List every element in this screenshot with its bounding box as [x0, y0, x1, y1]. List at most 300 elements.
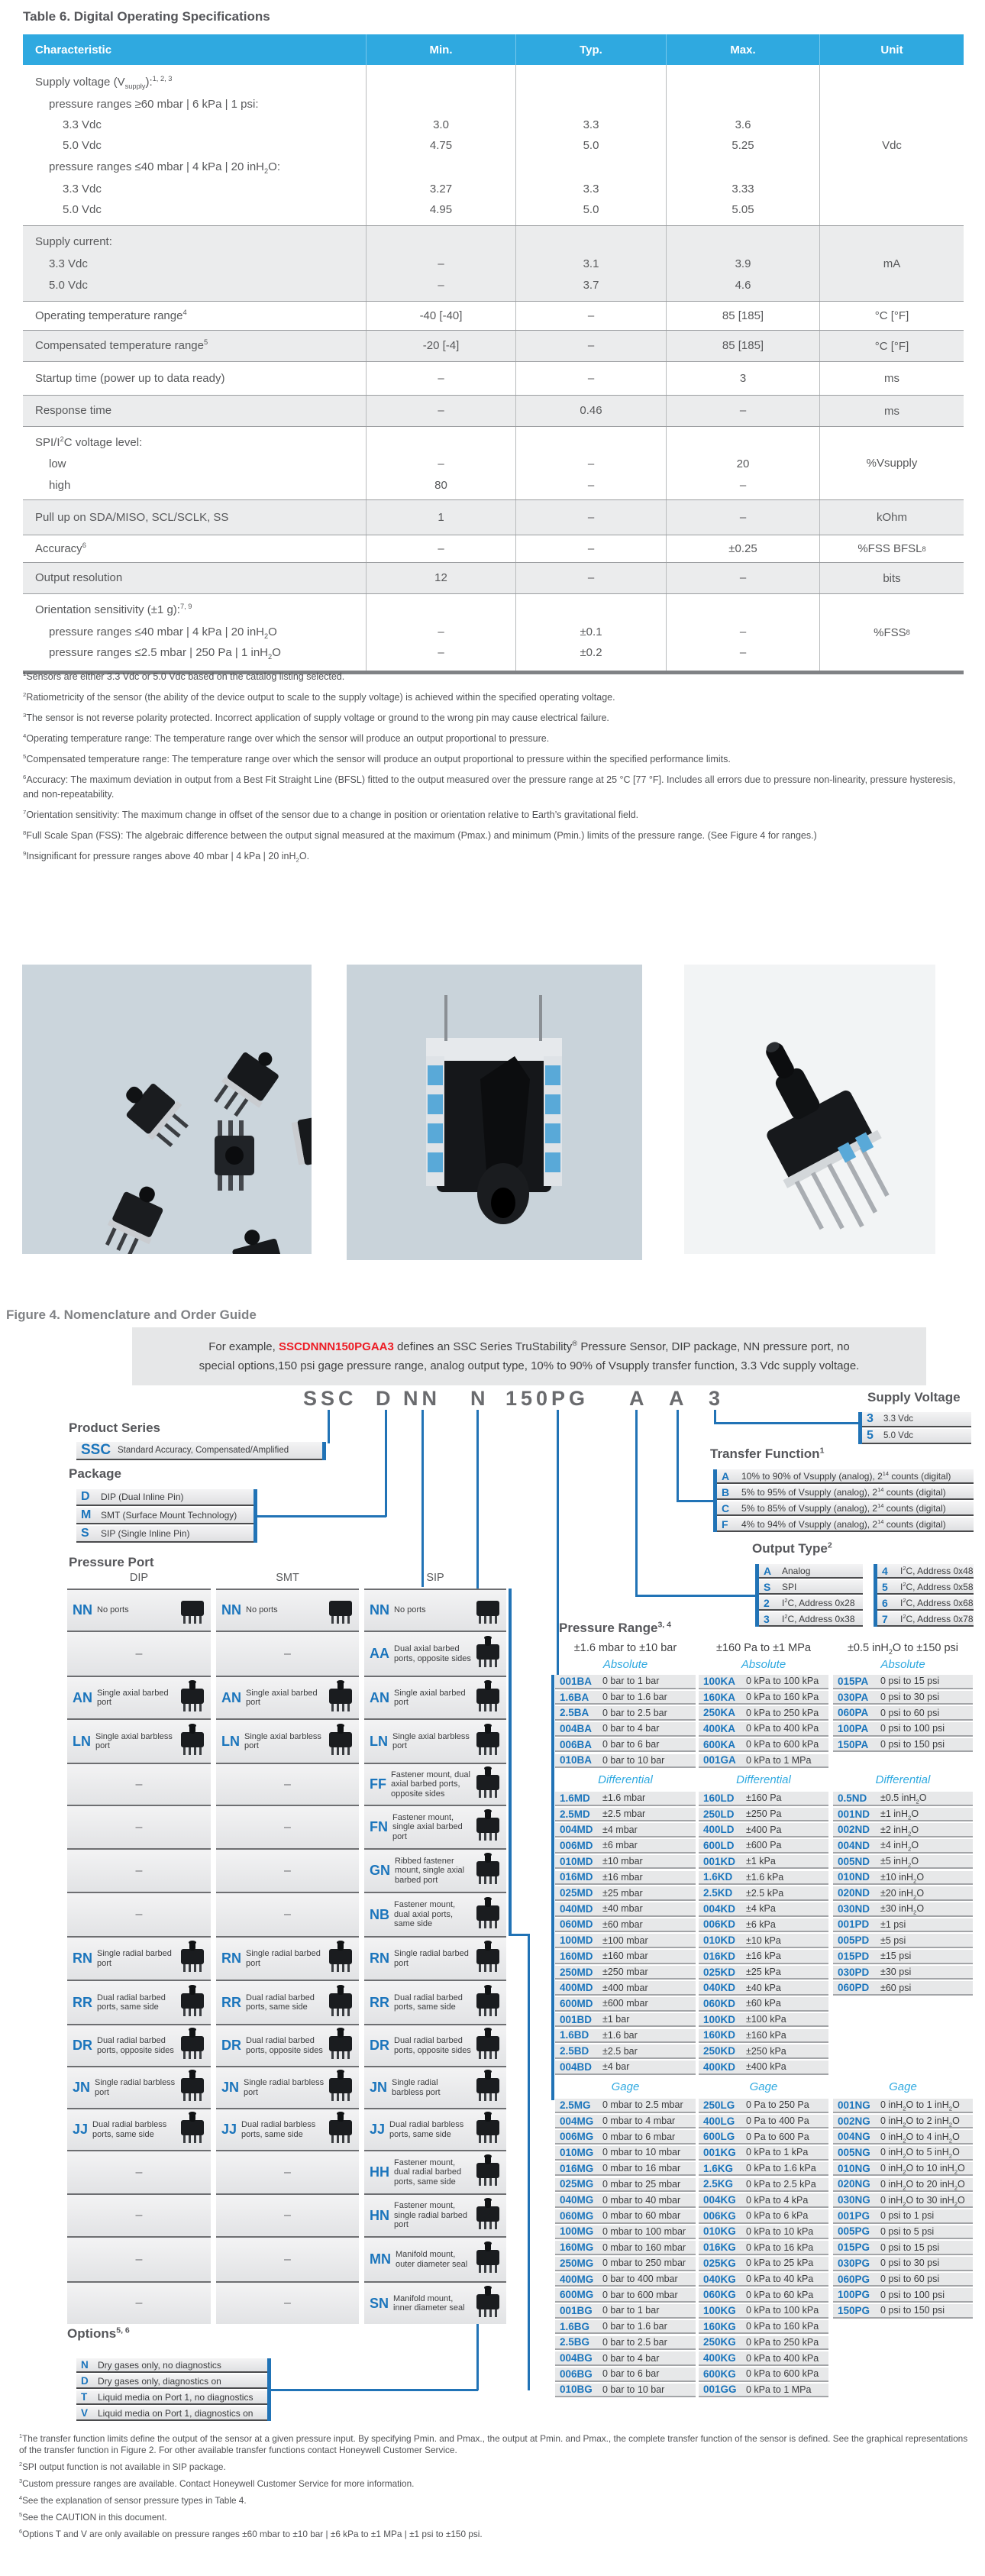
range-value: 0 kPa to 160 kPa [746, 1692, 819, 1703]
option-desc: Liquid media on Port 1, diagnostics on [98, 2407, 254, 2419]
spec-row-label: Compensated temperature range$^5$ [35, 338, 208, 352]
connector-line [677, 1500, 715, 1502]
range-row [833, 1722, 973, 1737]
range-row [699, 2351, 828, 2366]
table6-col-header: Typ. [515, 34, 666, 65]
range-value: 0 kPa to 250 kPa [746, 2336, 819, 2348]
range-row [833, 1808, 973, 1822]
port-cell-sip [364, 1763, 506, 1805]
range-value: 0 mbar to 160 mbar [602, 2241, 686, 2253]
range-code: 004MD [560, 1824, 593, 1836]
transfer-function-box [713, 1469, 974, 1532]
sensor-port-icon [472, 2111, 504, 2145]
range-value: 0 inH$_2$O to 10 inH$_2$O [880, 2163, 965, 2176]
range-code: 150PA [838, 1738, 869, 1750]
range-code: 025KG [703, 2257, 736, 2269]
option-code: M [81, 1508, 92, 1521]
range-code: 250KG [703, 2336, 736, 2348]
range-value: 0 kPa to 160 kPa [746, 2321, 819, 2332]
range-value: 0 kPa to 2.5 kPa [746, 2178, 816, 2190]
range-value: 0 mbar to 25 mbar [602, 2178, 681, 2190]
range-row [555, 1792, 696, 1806]
range-code: 250LG [703, 2099, 735, 2111]
spec-group [23, 562, 964, 593]
sensor-glyph [176, 1723, 211, 1760]
range-row [699, 2029, 828, 2044]
range-code: 030PA [838, 1691, 869, 1703]
sensor-port-icon [325, 1592, 357, 1625]
figure-footnote: $^5$See the CAUTION in this document. [19, 2511, 167, 2523]
range-value: ±4 bar [602, 2061, 630, 2073]
options-box [76, 2358, 271, 2421]
range-row [699, 1823, 828, 1837]
spec-row-label: pressure ranges ≤40 mbar | 4 kPa | 20 inH$_2$O [49, 625, 277, 640]
spec-group [23, 535, 964, 562]
option-desc: 5.0 Vdc [883, 1431, 913, 1440]
range-value: 0 psi to 60 psi [880, 1707, 940, 1718]
range-value: 0 mbar to 60 mbar [602, 2210, 681, 2222]
spec-row-label: Orientation sensitivity (±1 g):$^{7, 9}$ [35, 603, 192, 616]
range-row [833, 1738, 973, 1753]
option-row [717, 1485, 974, 1500]
range-code: 100KD [703, 2013, 736, 2025]
port-cell-smt [216, 2193, 359, 2236]
port-cell-dip [67, 2236, 211, 2281]
range-value: ±1.6 mbar [602, 1792, 646, 1804]
footnote: $^4$Operating temperature range: The temperature range over which the sensor will produce an output proportional to pressure. [23, 732, 550, 744]
range-value: 0 inH$_2$O to 20 inH$_2$O [880, 2178, 965, 2192]
option-code: C [722, 1501, 730, 1514]
range-code: 040KD [703, 1982, 736, 1994]
port-code: JN [370, 2080, 388, 2095]
range-row [555, 2209, 696, 2224]
sensor-port-icon [325, 2111, 357, 2145]
sensor-glyph [325, 1984, 359, 2022]
range-code: 001BD [560, 2013, 593, 2025]
range-row [555, 2384, 696, 2398]
footnote: $^5$Compensated temperature range: The temperature range over which the sensor will produce an output proportional to pressure within the specified performance limits. [23, 752, 731, 764]
spec-value: 1 [438, 511, 444, 524]
range-value: ±4 kPa [746, 1903, 776, 1915]
part-segment-ssc: SSC [303, 1387, 357, 1410]
port-cell-sip [364, 1718, 506, 1763]
spec-row-label: 5.0 Vdc [63, 139, 102, 152]
example-text-line2: special options,150 psi gage pressure range, analog output type, 10% to 90% of Vsupply transfer function, 3.3 Vdc supply voltage. [199, 1359, 860, 1372]
port-code: DR [370, 2038, 389, 2053]
range-row [555, 1981, 696, 1996]
range-row [699, 1855, 828, 1870]
spec-value: – [438, 279, 444, 292]
range-row [833, 2146, 973, 2161]
part-segment-d: D [376, 1387, 395, 1410]
port-desc: Single radial barbless port [95, 2078, 176, 2097]
range-value: 0 kPa to 60 kPa [746, 2289, 814, 2300]
option-code: SSC [81, 1442, 111, 1458]
option-row [717, 1501, 974, 1516]
range-row [555, 2099, 696, 2113]
range-code: 025KD [703, 1966, 736, 1978]
product-photo-2 [347, 965, 642, 1254]
sensor-glyph [472, 2069, 506, 2106]
spec-value: – [587, 542, 595, 555]
range-group-header: ±1.6 mbar to ±10 bar [573, 1642, 677, 1654]
range-code: 006KG [703, 2209, 736, 2222]
product-series-label: Product Series [69, 1421, 160, 1435]
range-code: 040KG [703, 2273, 736, 2285]
range-row [555, 2351, 696, 2366]
range-row [699, 2384, 828, 2398]
range-value: 0 bar to 600 mbar [602, 2289, 678, 2300]
empty-dash: – [284, 1777, 291, 1791]
spec-row-label: SPI/$I^2C$ voltage level: [35, 435, 143, 449]
spec-value: 3.3 [583, 183, 599, 196]
range-row [555, 1886, 696, 1901]
spec-value: – [587, 457, 595, 470]
port-desc: Single radial barbed port [97, 1949, 172, 1968]
range-code: 004BG [560, 2352, 593, 2364]
sensor-port-icon [325, 1723, 357, 1757]
supply-voltage-box [858, 1412, 971, 1444]
range-code: 160KG [703, 2320, 736, 2332]
example-part-number: SSCDNNN150PGAA3 [278, 1340, 394, 1353]
range-value: 0 psi to 150 psi [880, 1739, 945, 1750]
spec-value: – [438, 404, 444, 417]
port-cell-dip [67, 2024, 211, 2066]
range-row [699, 2209, 828, 2224]
range-row [699, 2060, 828, 2075]
range-row [699, 2178, 828, 2193]
option-desc: SIP (Single Inline Pin) [101, 1528, 190, 1539]
sensor-glyph [472, 1808, 506, 1846]
range-row [833, 1706, 973, 1721]
spec-value: -40 [-40] [419, 309, 463, 322]
range-row [555, 1855, 696, 1870]
port-desc: Fastener mount, dual radial barbed ports, same side [394, 2157, 462, 2187]
spec-row-label: Accuracy$^6$ [35, 541, 86, 555]
range-value: ±10 inH$_2$O [880, 1871, 925, 1885]
option-desc: $I^2C$, Address 0x28 [782, 1596, 855, 1608]
spec-value: – [438, 457, 444, 470]
port-code: RN [370, 1951, 389, 1966]
range-code: 005NG [838, 2146, 870, 2158]
option-row [717, 1469, 974, 1484]
footnote: $^2$Ratiometricity of the sensor (the ability of the device output to scale to the supply voltage) is achieved within the specified operating voltage. [23, 690, 615, 703]
port-desc: Dual radial barbed ports, opposite sides [394, 2036, 471, 2055]
range-value: 0 kPa to 1.6 kPa [746, 2163, 816, 2174]
range-row [833, 2241, 973, 2255]
range-code: 004BD [560, 2060, 593, 2073]
spec-value: – [739, 625, 747, 638]
range-value: ±6 kPa [746, 1918, 776, 1930]
package-label: Package [69, 1466, 121, 1481]
range-row [555, 1722, 696, 1737]
sensor-glyph [472, 2111, 506, 2148]
range-row [555, 2115, 696, 2129]
pressure-range-label: Pressure Range$^{3, 4}$ [559, 1620, 672, 1635]
range-value: ±40 mbar [602, 1903, 643, 1915]
range-value: 0 kPa to 400 kPa [746, 2352, 819, 2364]
spec-row-label: Response time [35, 404, 112, 417]
spec-unit: °C [°F] [874, 339, 909, 353]
range-row [555, 2193, 696, 2208]
pressure-port-table [67, 1589, 509, 2324]
spec-row-label: 3.3 Vdc [49, 257, 88, 270]
spec-value [516, 94, 666, 115]
range-code: 010BG [560, 2384, 593, 2396]
option-row [877, 1580, 974, 1595]
range-code: 250MG [560, 2257, 594, 2269]
range-row [699, 2241, 828, 2255]
range-row [699, 1691, 828, 1705]
sensor-glyph [176, 2027, 211, 2064]
range-code: 001KD [703, 1855, 736, 1867]
product-series-box [76, 1442, 326, 1460]
sensor-port-icon [472, 1723, 504, 1757]
spec-group [23, 499, 964, 535]
spec-value: 12 [434, 571, 447, 584]
port-code: JJ [370, 2122, 386, 2137]
footnote: $^1$Sensors are either 3.3 Vdc or 5.0 Vdc based on the catalog listing selected. [23, 670, 345, 682]
options-label: Options$^{5, 6}$ [67, 2326, 130, 2341]
range-row [555, 1934, 696, 1948]
port-desc: Fastener mount, single radial barbed port [394, 2201, 468, 2230]
table6-title: Table 6. Digital Operating Specifications [23, 9, 270, 24]
spec-unit: kOhm [876, 511, 907, 524]
connector-line [269, 2389, 478, 2391]
range-code: 006MD [560, 1839, 593, 1851]
sensor-glyph [472, 1635, 506, 1673]
port-code: LN [73, 1733, 91, 1749]
range-code: 160MD [560, 1950, 593, 1962]
port-cell-dip [67, 1763, 211, 1805]
port-desc: No ports [97, 1605, 129, 1615]
range-row [833, 2288, 973, 2303]
range-value: 0 bar to 2.5 bar [602, 2336, 667, 2348]
spec-value: 0.46 [580, 404, 602, 417]
range-value: ±2 inH$_2$O [880, 1824, 919, 1837]
table6-col-header: Characteristic [35, 43, 112, 57]
range-group-header: ±0.5 inH$_2$O to ±150 psi [847, 1642, 959, 1656]
port-desc: Fastener mount, single axial barbed port [392, 1812, 463, 1841]
range-row [833, 2115, 973, 2129]
range-code: 400KA [703, 1722, 736, 1734]
spec-value: 3.9 [735, 257, 751, 270]
range-code: 015PG [838, 2241, 870, 2254]
option-code: S [764, 1580, 771, 1593]
range-value: ±400 Pa [746, 1824, 782, 1835]
connector-line [509, 1589, 512, 1936]
spec-row-label: Output resolution [35, 571, 123, 584]
range-value: ±2.5 kPa [746, 1887, 784, 1899]
sensor-glyph [472, 1766, 506, 1803]
range-code: 005PG [838, 2225, 870, 2238]
spec-group [23, 395, 964, 426]
range-code: 006BA [560, 1738, 593, 1750]
spec-unit: ms [884, 404, 899, 418]
range-value: ±4 inH$_2$O [880, 1840, 919, 1853]
part-segment-nn: NN [403, 1387, 441, 1410]
range-row [833, 1981, 973, 1996]
range-code: 250KA [703, 1707, 736, 1719]
port-cell-dip [67, 2108, 211, 2150]
range-row [833, 1839, 973, 1854]
range-value: 0 psi to 15 psi [880, 1676, 940, 1687]
range-row [833, 1934, 973, 1948]
range-value: 0 mbar to 250 mbar [602, 2258, 686, 2269]
range-row [833, 2162, 973, 2177]
range-value: ±1 kPa [746, 1856, 776, 1867]
range-code: 100KG [703, 2304, 736, 2316]
range-row [555, 1918, 696, 1933]
port-cell-dip [67, 1631, 211, 1676]
example-box [132, 1327, 926, 1385]
table6 [23, 34, 964, 674]
range-value: ±60 mbar [602, 1918, 643, 1930]
port-cell-sip [364, 2281, 506, 2324]
figure4-title: Figure 4. Nomenclature and Order Guide [6, 1307, 257, 1322]
port-desc: No ports [394, 1605, 426, 1615]
range-value: 0 mbar to 6 mbar [602, 2131, 676, 2142]
range-row [833, 1792, 973, 1806]
sensor-glyph [472, 2027, 506, 2064]
range-value: ±100 mbar [602, 1934, 648, 1946]
sensor-glyph [325, 2111, 359, 2148]
range-code: 100PG [838, 2289, 870, 2301]
range-code: 060MD [560, 1918, 593, 1931]
range-value: ±400 kPa [746, 2061, 786, 2073]
range-code: 2.5MD [560, 1808, 590, 1820]
range-row [699, 2013, 828, 2028]
port-desc: Manifold mount, inner diameter seal [393, 2293, 465, 2313]
range-value: ±1.6 bar [602, 2029, 638, 2041]
spec-value [516, 599, 666, 622]
range-section-label: Absolute [880, 1658, 925, 1671]
range-section-label: Gage [889, 2080, 917, 2093]
range-code: 400KD [703, 2060, 736, 2073]
range-value: 0 kPa to 1 MPa [746, 1754, 812, 1766]
spec-value [667, 94, 819, 115]
range-code: 002ND [838, 1824, 870, 1836]
sensor-port-icon [325, 2027, 357, 2060]
option-code: 6 [882, 1596, 888, 1609]
range-row [555, 1675, 696, 1689]
range-row [699, 1981, 828, 1996]
option-row [76, 1442, 322, 1460]
range-value: 0 psi to 150 psi [880, 2305, 945, 2316]
range-row [555, 1839, 696, 1854]
port-code: HH [370, 2164, 389, 2180]
range-code: 400KG [703, 2352, 736, 2364]
port-desc: Dual radial barbed ports, opposite sides [97, 2036, 174, 2055]
range-value: ±20 inH$_2$O [880, 1887, 925, 1901]
spec-value: 5.0 [583, 139, 599, 152]
port-desc: Single radial barbed port [246, 1949, 321, 1968]
range-value: ±30 inH$_2$O [880, 1903, 925, 1916]
range-row [555, 2304, 696, 2319]
spec-value [367, 94, 515, 115]
range-code: 0.5ND [838, 1792, 867, 1804]
empty-dash: – [135, 1647, 143, 1660]
range-code: 400MG [560, 2273, 594, 2285]
range-row [833, 2257, 973, 2271]
port-code: RR [221, 1994, 241, 2010]
sensor-glyph [325, 1592, 359, 1629]
range-row [699, 2304, 828, 2319]
spec-row-label: pressure ranges ≤2.5 mbar | 250 Pa | 1 inH$_2$O [49, 646, 281, 661]
spec-unit: mA [883, 257, 901, 270]
range-code: 1.6BG [560, 2320, 590, 2332]
option-desc: Dry gases only, diagnostics on [98, 2375, 221, 2387]
range-code: 2.5KD [703, 1887, 733, 1899]
sensor-port-icon [176, 1984, 208, 2018]
range-code: 100MG [560, 2225, 594, 2238]
spec-group [23, 361, 964, 395]
range-section-label: Differential [875, 1773, 931, 1786]
port-cell-sip [364, 1631, 506, 1676]
port-col-dip: DIP [129, 1572, 149, 1584]
range-value: 0 psi to 15 psi [880, 2241, 940, 2253]
option-code: 3 [764, 1612, 770, 1625]
spec-value: – [739, 646, 747, 659]
range-row [555, 2146, 696, 2161]
range-row [833, 1691, 973, 1705]
range-row [699, 1966, 828, 1980]
range-value: ±5 inH$_2$O [880, 1856, 919, 1869]
range-value: 0 bar to 1.6 bar [602, 1692, 667, 1703]
port-code: JN [221, 2080, 240, 2095]
connector-line [714, 1422, 860, 1424]
spec-value: – [739, 571, 747, 584]
range-code: 004BA [560, 1722, 593, 1734]
range-value: 0 inH$_2$O to 4 inH$_2$O [880, 2131, 960, 2145]
spec-value [667, 431, 819, 454]
range-value: 0 bar to 1 bar [602, 2305, 660, 2316]
range-code: 001ND [838, 1808, 870, 1820]
option-code: V [81, 2407, 89, 2419]
range-row [699, 2162, 828, 2177]
empty-dash: – [135, 2296, 143, 2309]
port-cell-sip [364, 2024, 506, 2066]
range-row [555, 1808, 696, 1822]
sensor-port-icon [325, 2069, 357, 2102]
spec-row-label: Operating temperature range$^4$ [35, 309, 187, 322]
range-row [833, 1966, 973, 1980]
spec-value: – [438, 625, 444, 638]
spec-value: -20 [-4] [422, 339, 460, 352]
range-value: 0 mbar to 4 mbar [602, 2115, 676, 2127]
range-code: 016KG [703, 2241, 736, 2254]
table6-body [23, 65, 964, 674]
option-code: F [722, 1517, 728, 1530]
spec-value: ±0.25 [728, 542, 757, 555]
port-code: RN [73, 1951, 92, 1966]
spec-value: – [587, 339, 595, 352]
spec-value [516, 71, 666, 94]
spec-value: 4.95 [429, 203, 453, 216]
range-row [699, 2044, 828, 2059]
option-desc: SMT (Surface Mount Technology) [101, 1510, 237, 1521]
range-code: 060PD [838, 1982, 870, 1994]
sensor-port-icon [472, 1592, 504, 1625]
empty-dash: – [284, 2296, 291, 2309]
range-code: 001PG [838, 2209, 870, 2222]
range-row [699, 1918, 828, 1933]
range-code: 001KG [703, 2146, 736, 2158]
range-code: 004NG [838, 2131, 870, 2143]
range-code: 600MD [560, 1997, 593, 2009]
product-photo-1 [22, 965, 312, 1254]
empty-dash: – [135, 1777, 143, 1791]
